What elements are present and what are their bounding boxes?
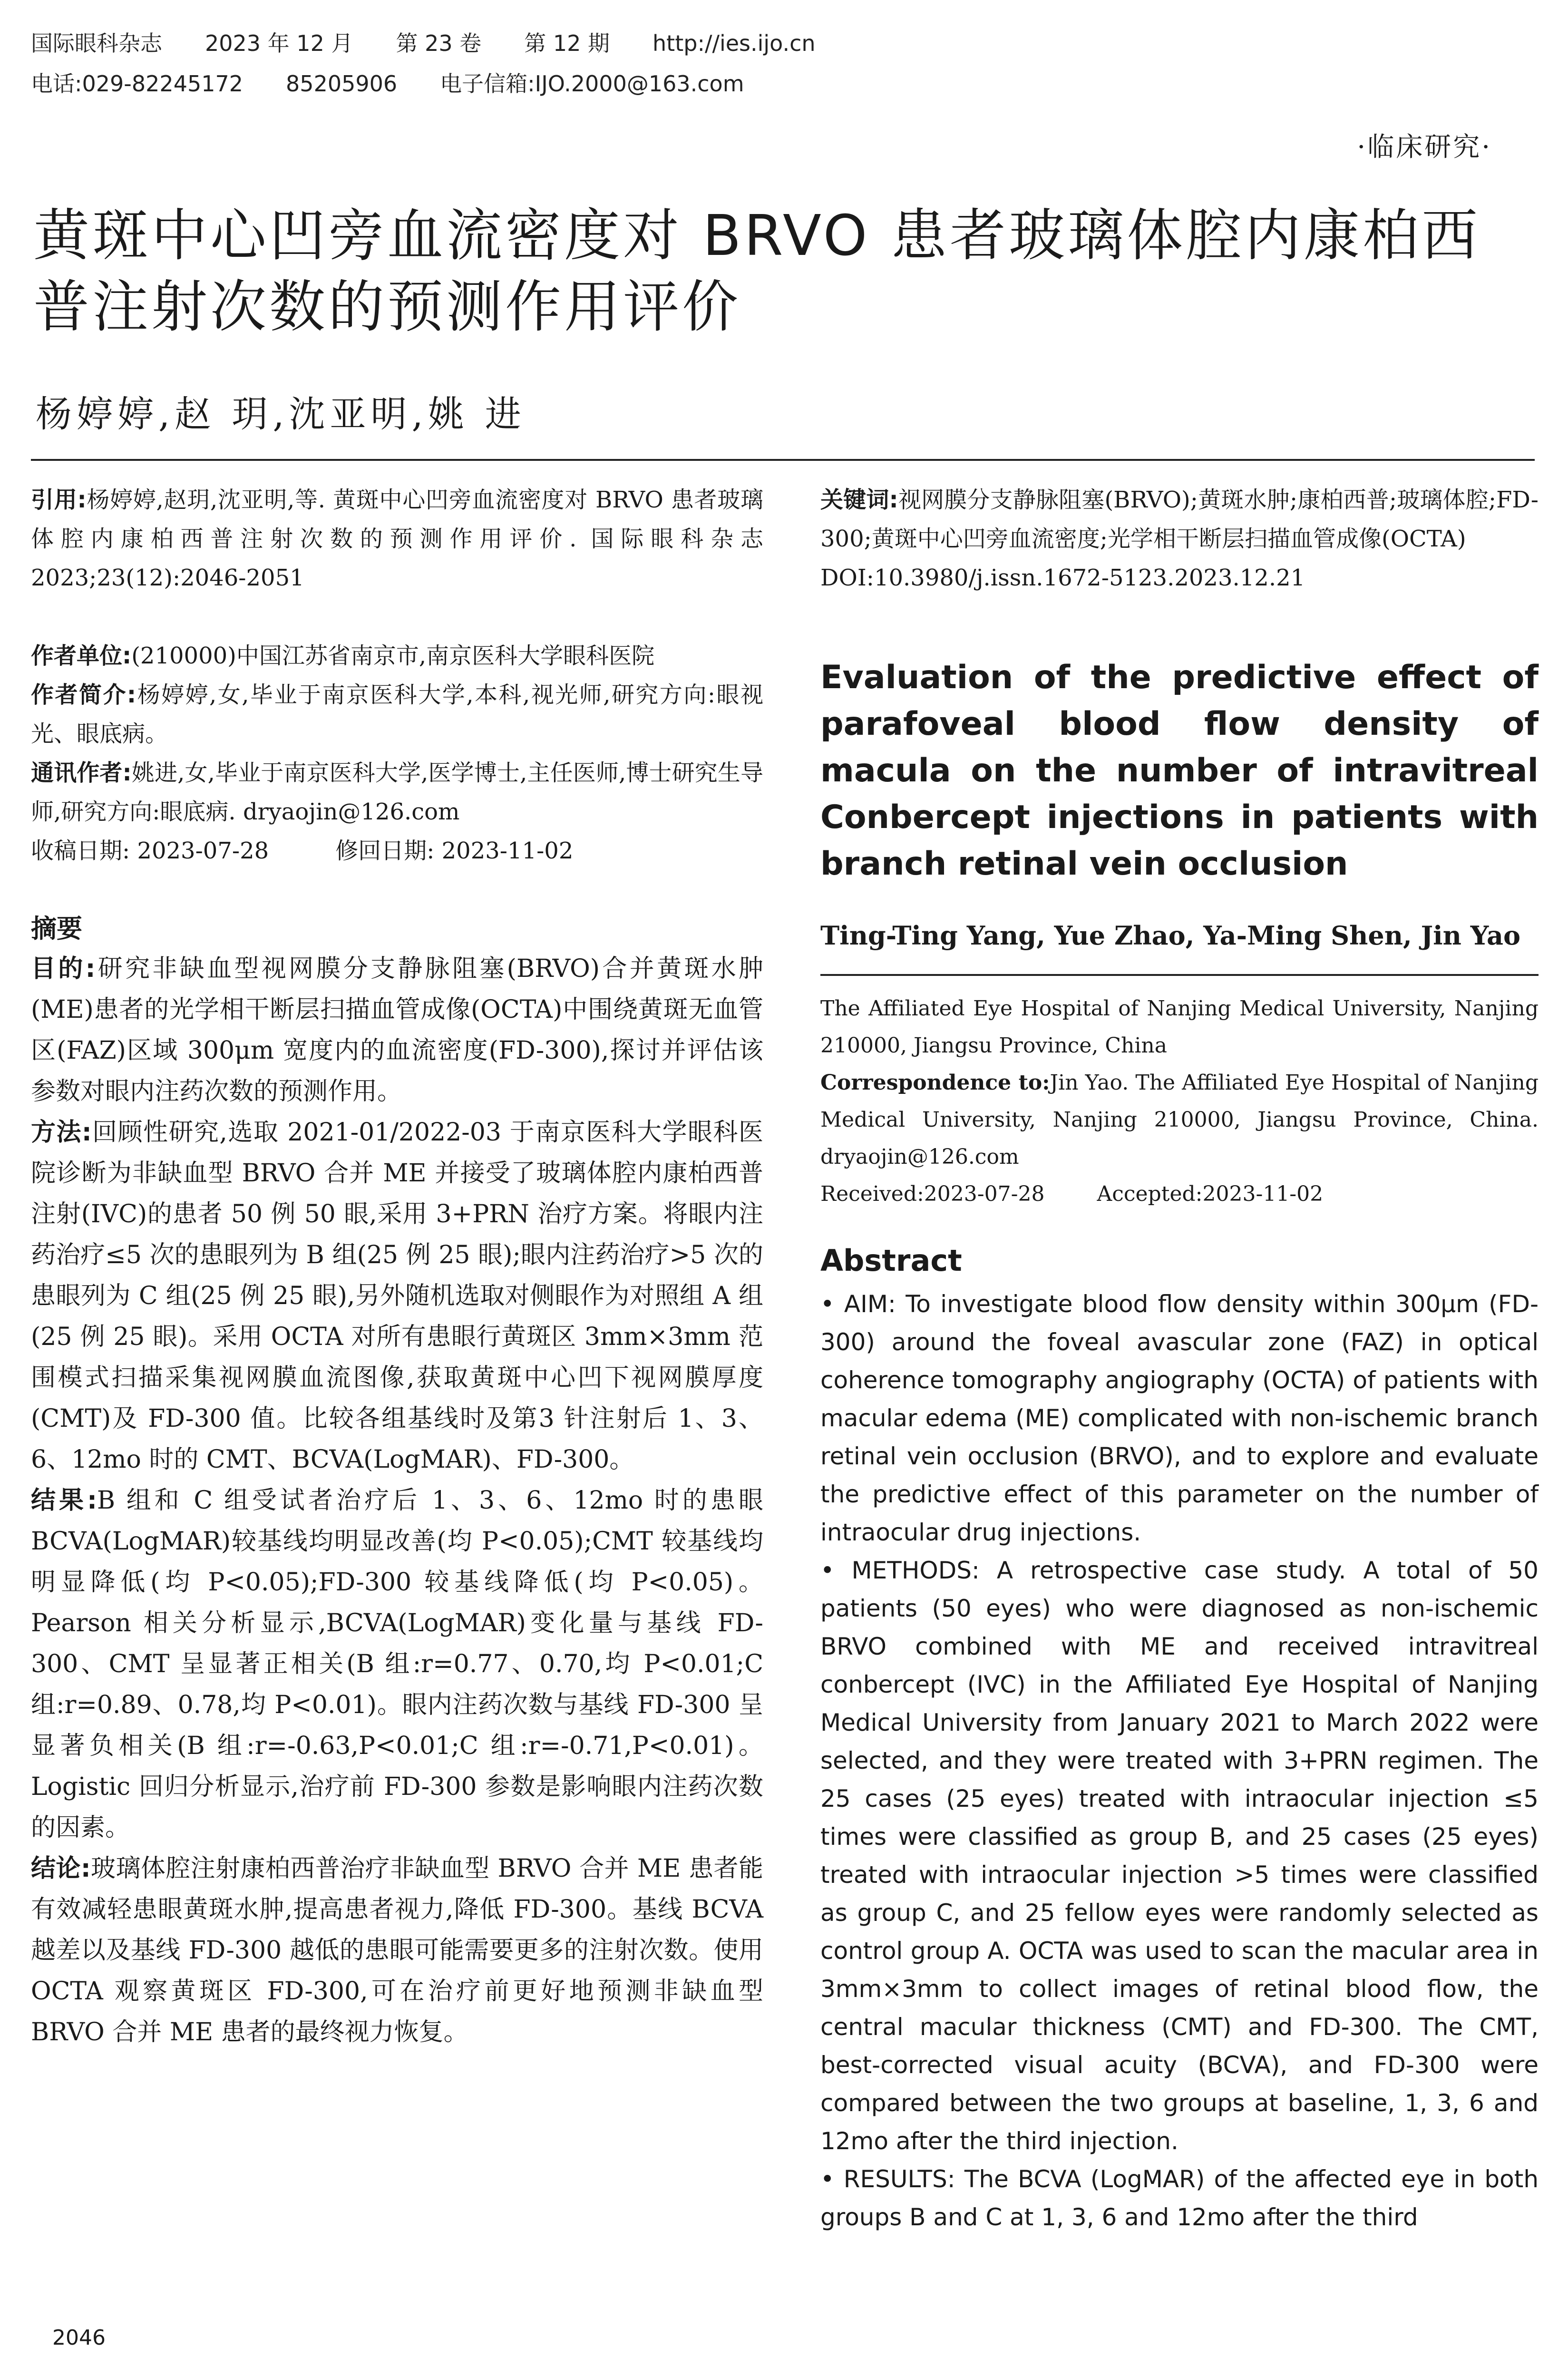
abstract-results-cn: 结果:B 组和 C 组受试者治疗后 1、3、6、12mo 时的患眼 BCVA(LogMAR)较基线均明显改善(均 P<0.05);CMT 较基线均明显降低(均 P<0.05);FD-300 较基线降低(均 P<0.05)。Pearson 相关分析显示,BCVA(LogMAR)变化量与基线 FD-300、CMT 呈显著正相关(B 组:r=0.77、0.70,均 P<0.01;C 组:r=0.89、0.78,均 P<0.01)。眼内注药次数与基线 FD-300 呈显著负相关(B 组:r=-0.63,P<0.01;C 组:r=-0.71,P<0.01)。Logistic 回归分析显示,治疗前 FD-300 参数是影响眼内注药次数的因素。	[31, 1486, 763, 1842]
abstract-methods-cn: 方法:回顾性研究,选取 2021-01/2022-03 于南京医科大学眼科医院诊断为非缺血型 BRVO 合并 ME 并接受了玻璃体腔内康柏西普注射(IVC)的患者 50 例 50 眼,采用 3+PRN 治疗方案。将眼内注药治疗≤5 次的患眼列为 B 组(25 例 25 眼);眼内注药治疗>5 次的患眼列为 C 组(25 例 25 眼),另外随机选取对侧眼作为对照组 A 组(25 例 25 眼)。采用 OCTA 对所有患眼行黄斑区 3mm×3mm 范围模式扫描采集视网膜血流图像,获取黄斑中心凹下视网膜厚度(CMT)及 FD-300 值。比较各组基线时及第3 针注射后 1、3、6、12mo 时的 CMT、BCVA(LogMAR)、FD-300。	[31, 1118, 763, 1474]
right-column	[820, 480, 1539, 2236]
authors: 杨婷婷,赵 玥,沈亚明,姚 进	[36, 393, 526, 435]
english-affiliation: The Affiliated Eye Hospital of Nanjing Medical University, Nanjing 210000, Jiangsu Province, China	[820, 996, 1539, 1058]
affiliation: 作者单位:(210000)中国江苏省南京市,南京医科大学眼科医院	[31, 643, 655, 669]
left-column	[31, 480, 763, 2053]
english-title: Evaluation of the predictive effect of parafoveal blood flow density of macula on the number of intravitreal Conbercept injections in patients with branch retinal vein occlusion	[820, 659, 1539, 883]
phone2: 85205906	[286, 71, 398, 97]
journal-url: http://ies.ijo.cn	[653, 30, 816, 56]
abstract-aim-cn: 目的:研究非缺血型视网膜分支静脉阻塞(BRVO)合并黄斑水肿(ME)患者的光学相干断层扫描血管成像(OCTA)中围绕黄斑无血管区(FAZ)区域 300μm 宽度内的血流密度(FD-300),探讨并评估该参数对眼内注药次数的预测作用。	[31, 955, 763, 1106]
issue-number: 第 12 期	[524, 30, 610, 56]
divider	[31, 459, 1535, 461]
email: 电子信箱:IJO.2000@163.com	[440, 71, 744, 97]
abstract-aim-en: • AIM: To investigate blood flow density within 300μm (FD-300) around the foveal avascular zone (FAZ) in optical coherence tomography angiography (OCTA) of patients with macular edema (ME) complicated with non-ischemic branch retinal vein occlusion (BRVO), and to explore and evaluate the predictive effect of this parameter on the number of intraocular drug injections.	[820, 1290, 1539, 1546]
volume: 第 23 卷	[396, 30, 482, 56]
journal-header-line1	[31, 26, 858, 58]
english-authors: Ting-Ting Yang, Yue Zhao, Ya-Ming Shen, Jin Yao	[820, 920, 1521, 951]
article-title: 黄斑中心凹旁血流密度对 BRVO 患者玻璃体腔内康柏西普注射次数的预测作用评价	[33, 203, 1481, 340]
journal-header-line2	[31, 67, 787, 98]
abstract-conclusion-cn: 结论:玻璃体腔注射康柏西普治疗非缺血型 BRVO 合并 ME 患者能有效减轻患眼黄斑水肿,提高患者视力,降低 FD-300。基线 BCVA 越差以及基线 FD-300 越低的患眼可能需要更多的注射次数。使用 OCTA 观察黄斑区 FD-300,可在治疗前更好地预测非缺血型 BRVO 合并 ME 患者的最终视力恢复。	[31, 1854, 763, 2046]
doi: DOI:10.3980/j.issn.1672-5123.2023.12.21	[820, 565, 1305, 591]
dates: 收稿日期: 2023-07-28 修回日期: 2023-11-02	[31, 838, 574, 864]
citation: 引用:杨婷婷,赵玥,沈亚明,等. 黄斑中心凹旁血流密度对 BRVO 患者玻璃体腔内康柏西普注射次数的预测作用评价. 国际眼科杂志 2023;23(12):2046-2051	[31, 487, 763, 591]
english-correspondence: Correspondence to:Jin Yao. The Affiliated Eye Hospital of Nanjing Medical University, Nanjing 210000, Jiangsu Province, China. dryaojin@126.com	[820, 1071, 1539, 1169]
issue-date: 2023 年 12 月	[205, 30, 353, 56]
phone: 电话:029-82245172	[31, 71, 243, 97]
keywords: 关键词:视网膜分支静脉阻塞(BRVO);黄斑水肿;康柏西普;玻璃体腔;FD-300;黄斑中心凹旁血流密度;光学相干断层扫描血管成像(OCTA)	[820, 487, 1539, 552]
abstract-results-en: • RESULTS: The BCVA (LogMAR) of the affected eye in both groups B and C at 1, 3, 6 and 12mo after the third	[820, 2165, 1539, 2231]
journal-name: 国际眼科杂志	[31, 30, 162, 56]
section-label: ·临床研究·	[1357, 132, 1492, 163]
page-number: 2046	[52, 2326, 106, 2350]
author-bio: 作者简介:杨婷婷,女,毕业于南京医科大学,本科,视光师,研究方向:眼视光、眼底病。	[31, 682, 763, 747]
english-dates: Received:2023-07-28 Accepted:2023-11-02	[820, 1182, 1324, 1206]
abstract-heading-cn: 摘要	[31, 914, 82, 944]
divider	[820, 974, 1539, 976]
abstract-heading-en: Abstract	[820, 1243, 962, 1278]
abstract-methods-en: • METHODS: A retrospective case study. A total of 50 patients (50 eyes) who were diagnosed as non-ischemic BRVO combined with ME and received intravitreal conbercept (IVC) in the Affiliated Eye Hospital of Nanjing Medical University from January 2021 to March 2022 were selected, and they were treated with 3+PRN regimen. The 25 cases (25 eyes) treated with intraocular injection ≤5 times were classified as group B, and 25 cases (25 eyes) treated with intraocular injection >5 times were classified as group C, and 25 fellow eyes were randomly selected as control group A. OCTA was used to scan the macular area in 3mm×3mm to collect images of retinal blood flow, the central macular thickness (CMT) and FD-300. The CMT, best-corrected visual acuity (BCVA), and FD-300 were compared between the two groups at baseline, 1, 3, 6 and 12mo after the third injection.	[820, 1557, 1539, 2155]
corresponding-author: 通讯作者:姚进,女,毕业于南京医科大学,医学博士,主任医师,博士研究生导师,研究方向:眼底病. dryaojin@126.com	[31, 760, 763, 825]
